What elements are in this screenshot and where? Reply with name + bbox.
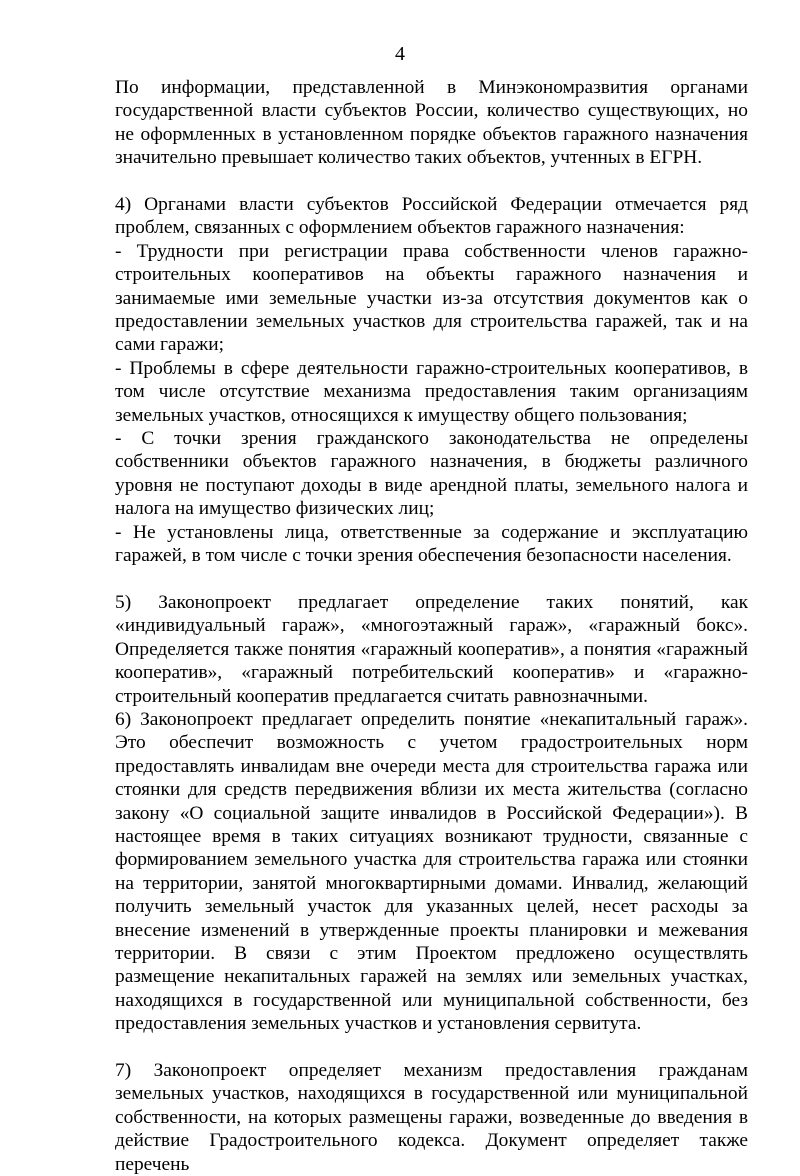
paragraph-spacer: [115, 1036, 748, 1059]
list-item-registration-difficulties: - Трудности при регистрации права собственности членов гаражно-строительных кооперативов на объекты гаражного назначения и занимаемые ими земельные участки из-за отсутствия документов как о предоставлении земельных участков для строительства гаражей, так и на сами гаражи;: [115, 240, 748, 356]
paragraph-spacer: [115, 170, 748, 193]
paragraph-definitions: 5) Законопроект предлагает определение таких понятий, как «индивидуальный гараж», «многоэтажный гараж», «гаражный бокс». Определяется также понятия «гаражный кооператив», а понятия «гаражный кооператив», «гаражный потребительский кооператив» и «гаражно-строительный кооператив предлагается считать равнозначными.: [115, 591, 748, 707]
document-body: [115, 76, 748, 1176]
paragraph-non-capital-garage: 6) Законопроект предлагает определить понятие «некапитальный гараж». Это обеспечит возможность с учетом градостроительных норм предоставлять инвалидам вне очереди места для строительства гаража или стоянки для средств передвижения вблизи их места жительства (согласно закону «О социальной защите инвалидов в Российской Федерации»). В настоящее время в таких ситуациях возникают трудности, связанные с формированием земельного участка для строительства гаража или стоянки на территории, занятой многоквартирными домами. Инвалид, желающий получить земельный участок для указанных целей, несет расходы за внесение изменений в утвержденные проекты планировки и межевания территории. В связи с этим Проектом предложено осуществлять размещение некапитальных гаражей на землях или земельных участках, находящихся в государственной или муниципальной собственности, без предоставления земельных участков и установления сервитута.: [115, 708, 748, 1035]
list-item-responsible-persons: - Не установлены лица, ответственные за содержание и эксплуатацию гаражей, в том числе с точки зрения обеспечения безопасности населения.: [115, 521, 748, 567]
paragraph-land-provision: 7) Законопроект определяет механизм предоставления гражданам земельных участков, находящихся в государственной или муниципальной собственности, на которых размещены гаражи, возведенные до введения в действие Градостроительного кодекса. Документ определяет также перечень: [115, 1060, 748, 1175]
list-item-cooperative-problems: - Проблемы в сфере деятельности гаражно-строительных кооперативов, в том числе отсутствие механизма предоставления таким организациям земельных участков, относящихся к имуществу общего пользования;: [115, 357, 748, 426]
list-item-owners-undefined: - С точки зрения гражданского законодательства не определены собственники объектов гаражного назначения, в бюджеты различного уровня не поступают доходы в виде арендной платы, земельного налога и налога на имущество физических лиц;: [115, 428, 748, 520]
paragraph-spacer: [115, 568, 748, 591]
page-number: 4: [395, 43, 405, 65]
paragraph-problems-intro: 4) Органами власти субъектов Российской Федерации отмечается ряд проблем, связанных с оформлением объектов гаражного назначения:: [115, 194, 748, 239]
paragraph-egrn-info: По информации, представленной в Минэкономразвития органами государственной власти субъектов России, количество существующих, но не оформленных в установленном порядке объектов гаражного назначения значительно превышает количество таких объектов, учтенных в ЕГРН.: [115, 77, 748, 169]
